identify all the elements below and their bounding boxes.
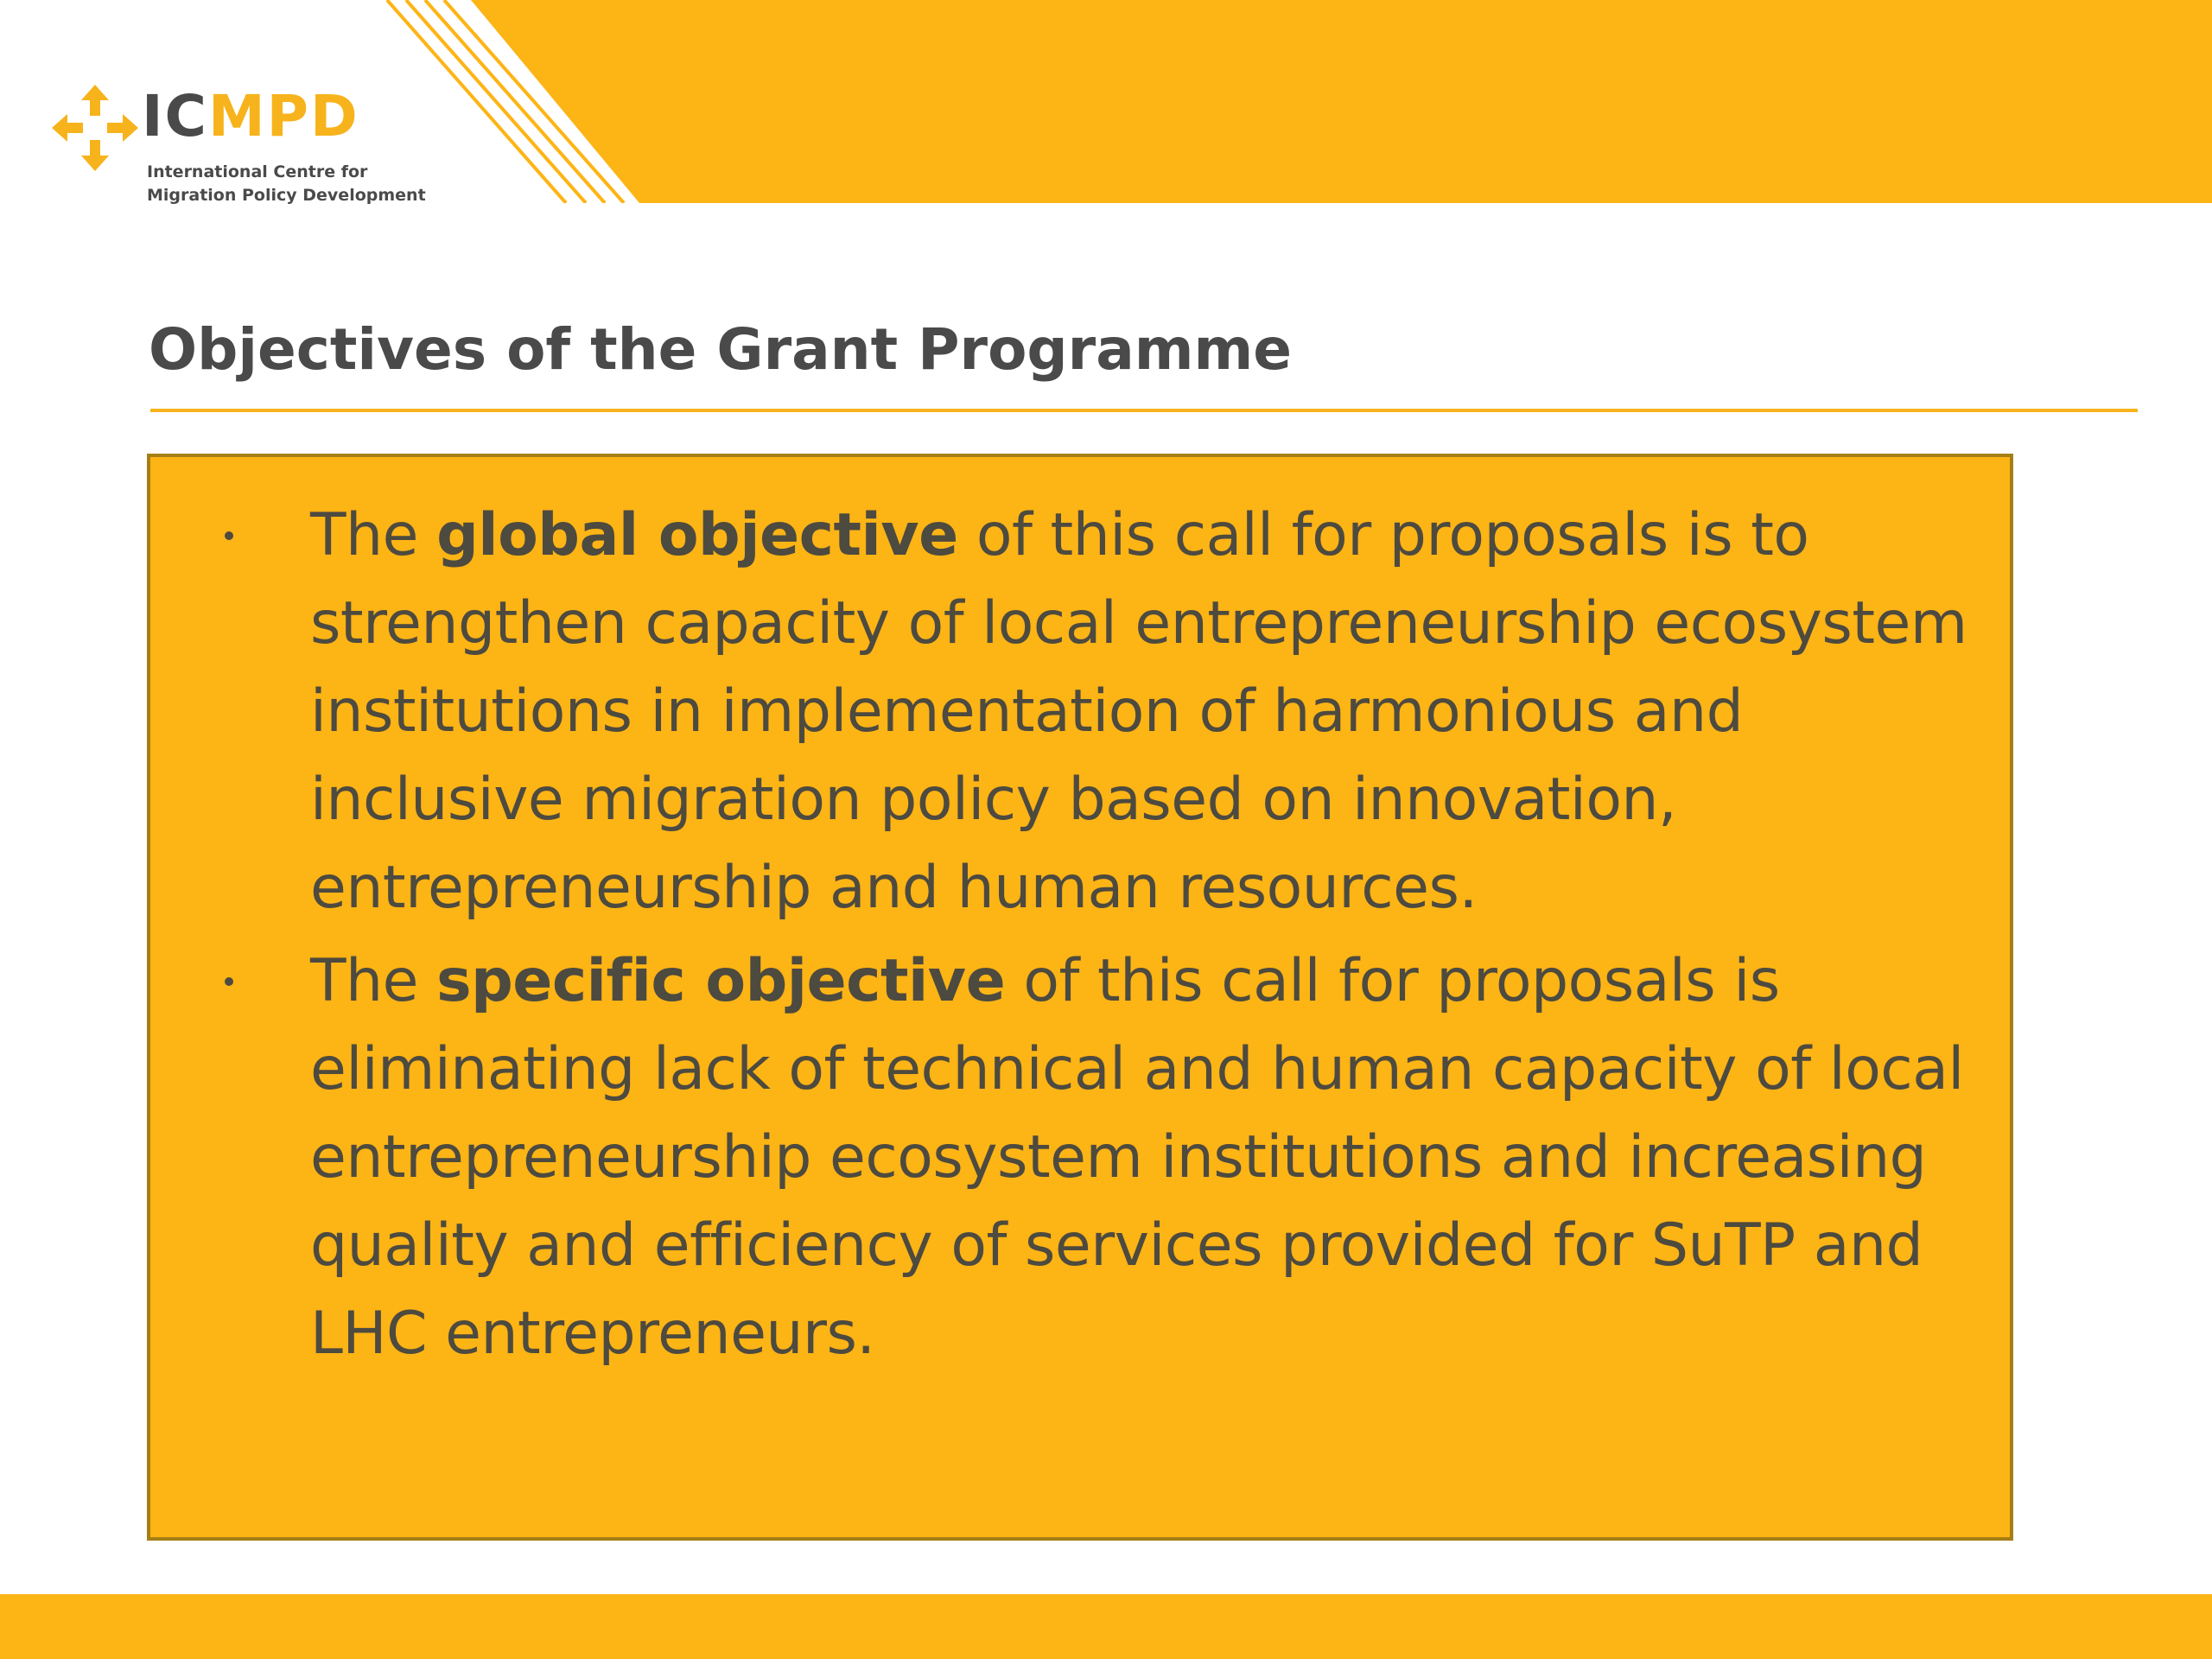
objective-specific-text: of this call for proposals is eliminating lack of technical and human capacity of local entrepreneurship ecosystem institutions and increasing quality and efficiency of services provided for SuTP and LHC entrepreneurs. [310,947,1964,1368]
title-underline [150,409,2138,412]
objective-global-emphasis: global objective [436,501,958,569]
objective-global-lead: The [310,501,437,569]
bullet-dot-icon [225,977,233,986]
logo-wordmark-prefix: IC [142,83,208,149]
objective-specific-lead: The [310,947,437,1015]
objective-specific [150,938,2008,1378]
logo-wordmark-suffix: MPD [208,83,359,149]
logo-subtitle-line1: International Centre for [147,162,368,181]
footer-bar [0,1594,2212,1659]
objectives-list [150,492,2008,1383]
bullet-dot-icon [225,531,233,540]
logo-wordmark [142,83,359,149]
objectives-box [147,454,2013,1541]
logo-subtitle-line2: Migration Policy Development [147,186,426,205]
icmpd-logo [52,79,426,218]
header-band-fill [471,0,2212,203]
arrows-cross-icon [52,85,138,171]
logo-subtitle [147,161,426,207]
objective-global-text: of this call for proposals is to strengthen capacity of local entrepreneurship ecosystem institutions in implementation of harmonious and inclusive migration policy based on innovation, entrepreneurship and human resources. [310,501,1967,922]
slide-title: Objectives of the Grant Programme [149,316,1293,383]
objective-specific-emphasis: specific objective [436,947,1006,1015]
objective-global [150,492,2008,932]
